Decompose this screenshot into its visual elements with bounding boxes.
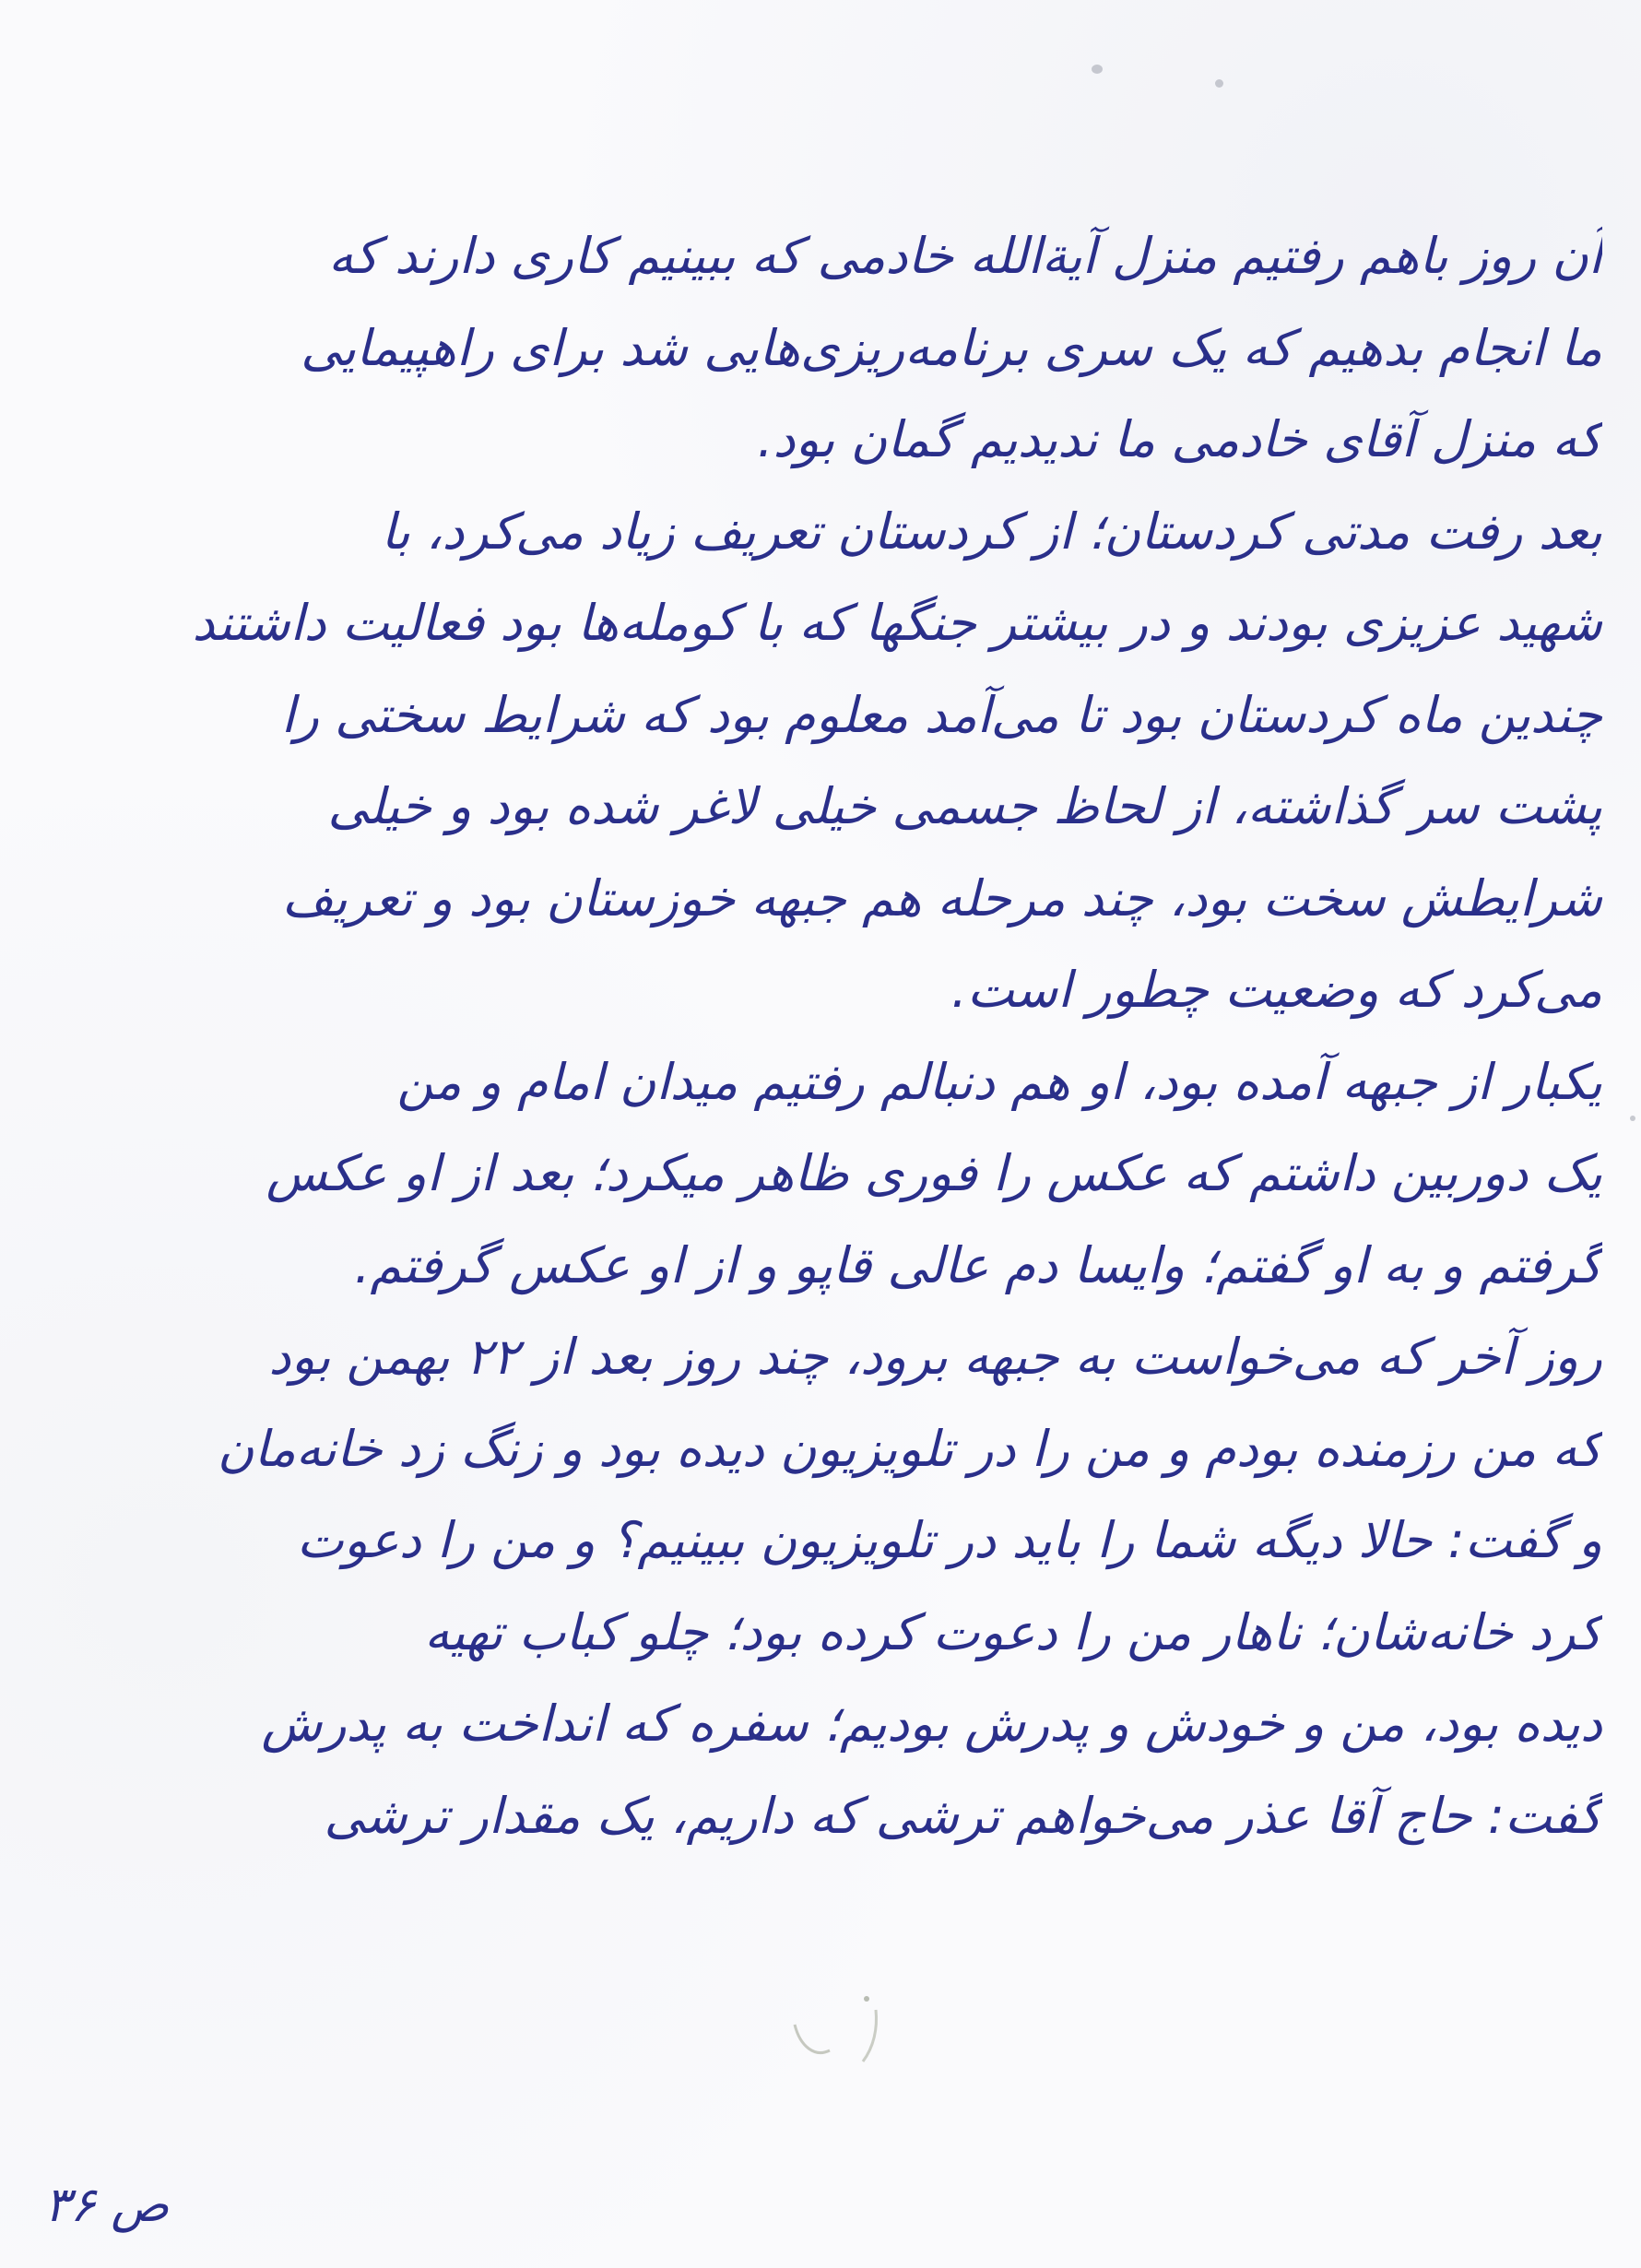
- text-line: که منزل آقای خادمی ما ندیدیم گمان بود.: [757, 410, 1602, 468]
- paper-speck: [1092, 65, 1103, 74]
- text-line: گرفتم و به او گفتم؛ وایسا دم عالی قاپو و از او عکس گرفتم.: [354, 1235, 1602, 1294]
- text-line: یکبار از جبهه آمده بود، او هم دنبالم رفتیم میدان امام و من: [396, 1052, 1602, 1111]
- text-line: چندین ماه کردستان بود تا می‌آمد معلوم بود که شرایط سختی را: [280, 685, 1602, 744]
- text-line: روز آخر که می‌خواست به جبهه برود، چند روز بعد از ۲۲ بهمن بود: [268, 1328, 1602, 1386]
- text-line: گفت: حاج آقا عذر می‌خواهم ترشی که داریم، یک مقدار ترشی: [324, 1786, 1602, 1845]
- text-line: بعد رفت مدتی کردستان؛ از کردستان تعریف زیاد می‌کرد، با: [381, 502, 1602, 561]
- text-line: ما انجام بدهیم که یک سری برنامه‌ریزی‌هایی شد برای راهپیمایی: [301, 318, 1602, 377]
- paper-speck: [1630, 1116, 1635, 1121]
- text-line: دیده بود، من و خودش و پدرش بودیم؛ سفره که انداخت به پدرش: [261, 1695, 1602, 1753]
- text-line: پشت سر گذاشته، از لحاظ جسمی خیلی لاغر شده بود و خیلی: [327, 777, 1602, 835]
- text-line: شهید عزیزی بودند و در بیشتر جنگها که با کومله‌ها بود فعالیت داشتند: [192, 594, 1602, 652]
- text-line: می‌کرد که وضعیت چطور است.: [950, 961, 1602, 1019]
- text-line: آن روز باهم رفتیم منزل آیة‌الله خادمی که ببینیم کاری دارند که: [328, 227, 1602, 285]
- ink-smudge: [774, 1973, 885, 2084]
- text-line: کرد خانه‌شان؛ ناهار من را دعوت کرده بود؛ چلو کباب تهیه: [424, 1602, 1602, 1661]
- text-line: شرایطش سخت بود، چند مرحله هم جبهه خوزستان بود و تعریف: [281, 868, 1602, 927]
- text-line: که من رزمنده بودم و من را در تلویزیون دیده بود و زنگ زد خانه‌مان: [217, 1419, 1602, 1478]
- text-line: یک دوربین داشتم که عکس را فوری ظاهر میکرد؛ بعد از او عکس: [266, 1144, 1602, 1202]
- manuscript-text: [44, 210, 1602, 1861]
- text-line: و گفت: حالا دیگه شما را باید در تلویزیون ببینیم؟ و من را دعوت: [296, 1511, 1602, 1569]
- paper-speck: [1215, 79, 1223, 88]
- page-number: ص ۳۶: [44, 2178, 170, 2233]
- bleed-through: [37, 37, 1604, 84]
